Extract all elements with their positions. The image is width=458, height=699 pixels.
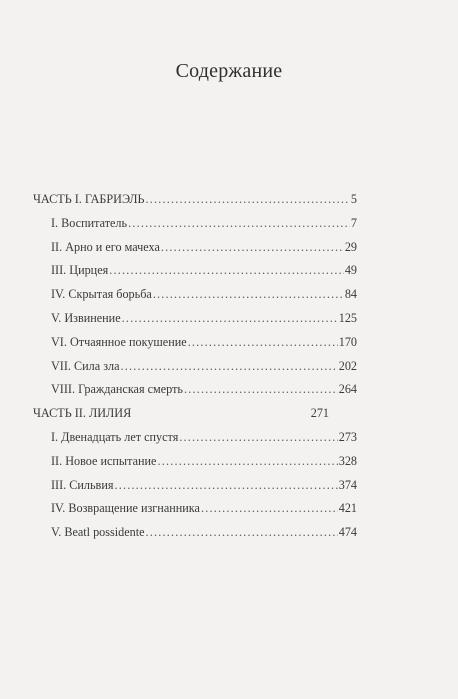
toc-page-number: 273 [338,429,357,444]
toc-page-number: 49 [344,263,357,278]
toc-page-number: 202 [338,358,357,373]
toc-page-number: 264 [338,382,357,397]
dot-leader [161,236,344,260]
toc-page-number: 84 [344,287,357,302]
toc-chapter [33,259,357,283]
toc-page-number: 29 [344,239,357,254]
table-of-contents [33,188,357,545]
toc-chapter [33,497,357,521]
toc-chapter-label: I. Воспитатель [51,215,128,230]
toc-page-number: 5 [350,192,357,206]
toc-page-number: 125 [338,310,357,325]
toc-page-number: 374 [338,477,357,492]
toc-part-label: ЧАСТЬ II. ЛИЛИЯ [33,406,132,421]
toc-chapter-label: III. Сильвия [51,477,114,492]
toc-page-number: 271 [310,406,329,421]
toc-part-1 [33,188,357,212]
dot-leader [184,378,338,402]
toc-chapter [33,521,357,545]
toc-page-number: 421 [338,501,357,516]
toc-page-number: 170 [338,334,357,349]
toc-page-number: 474 [338,525,357,540]
toc-chapter-label: VIII. Гражданская смерть [51,382,183,397]
toc-chapter [33,331,357,355]
toc-chapter-label: V. Извинение [51,310,121,325]
toc-chapter [33,283,357,307]
toc-chapter [33,426,357,450]
toc-chapter-label: IV. Возвращение изгнанника [51,501,200,516]
toc-chapter [33,474,357,498]
toc-chapter-label: IV. Скрытая борьба [51,287,152,302]
toc-part-2 [33,402,357,426]
toc-chapter [33,212,357,236]
toc-chapter-label: II. Новое испытание [51,453,157,468]
page-title: Содержание [175,60,283,82]
toc-chapter [33,355,357,379]
toc-chapter-label: II. Арно и его мачеха [51,239,160,254]
toc-chapter [33,307,357,331]
dot-leader [122,307,338,331]
toc-chapter-label: VI. Отчаянное покушение [51,334,187,349]
toc-chapter [33,450,357,474]
dot-leader [146,521,338,545]
dot-leader [201,497,338,521]
toc-chapter-label: III. Цирцея [51,263,109,278]
dot-leader [114,474,337,498]
dot-leader [109,259,344,283]
toc-chapter [33,236,357,260]
toc-chapter-label: V. Beatl possidente [51,525,145,540]
dot-leader [146,188,350,212]
dot-leader [121,355,338,379]
toc-chapter-label: I. Двенадцать лет спустя [51,429,179,444]
toc-page-number: 7 [350,215,357,230]
toc-part-label: ЧАСТЬ I. ГАБРИЭЛЬ [33,192,145,206]
toc-page-number: 328 [338,453,357,468]
dot-leader [179,426,337,450]
toc-chapter-label: VII. Сила зла [51,358,120,373]
dot-leader [153,283,344,307]
dot-leader [188,331,338,355]
toc-chapter [33,378,357,402]
dot-leader [128,212,350,236]
dot-leader [157,450,337,474]
